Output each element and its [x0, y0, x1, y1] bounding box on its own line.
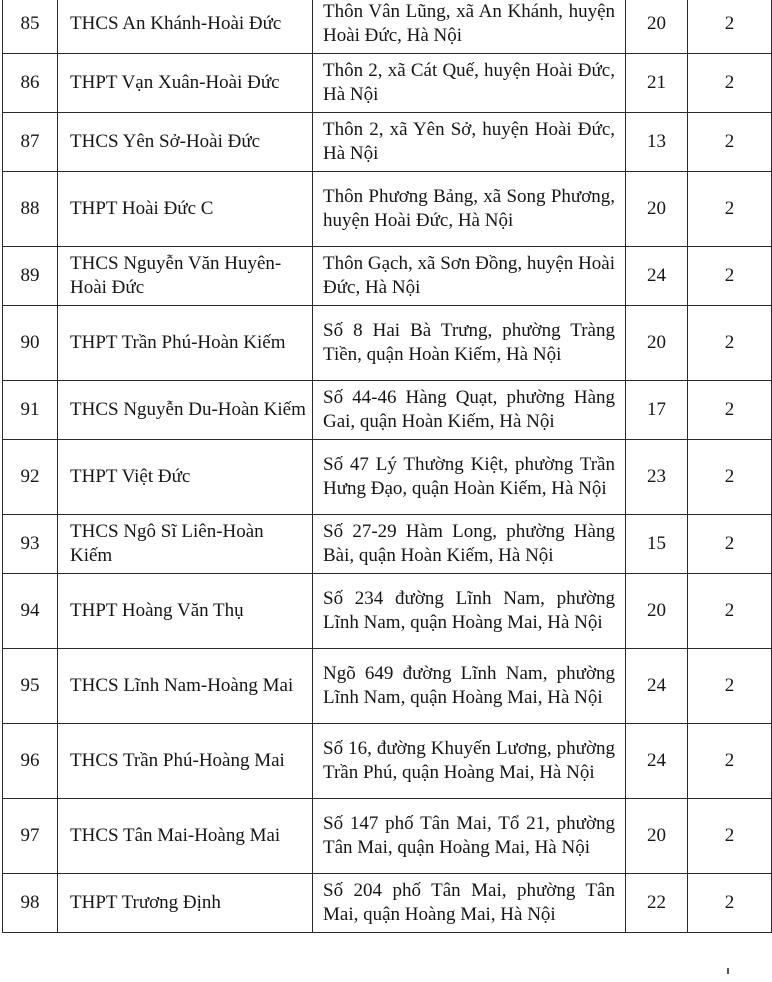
row-number-cell: 96 — [3, 724, 58, 799]
address-cell: Số 8 Hai Bà Trưng, phường Tràng Tiền, quận Hoàn Kiếm, Hà Nội — [313, 306, 626, 381]
school-name-cell: THPT Trần Phú-Hoàn Kiếm — [58, 306, 313, 381]
group-cell: 2 — [688, 724, 772, 799]
table-row — [3, 113, 772, 172]
school-name-cell: THCS Ngô Sĩ Liên-Hoàn Kiếm — [58, 515, 313, 574]
count-cell: 20 — [626, 0, 688, 54]
row-number-cell: 94 — [3, 574, 58, 649]
address-cell: Số 47 Lý Thường Kiệt, phường Trần Hưng Đạo, quận Hoàn Kiếm, Hà Nội — [313, 440, 626, 515]
school-table — [2, 0, 772, 933]
count-cell: 20 — [626, 574, 688, 649]
school-name-cell: THCS Nguyễn Du-Hoàn Kiếm — [58, 381, 313, 440]
count-cell: 24 — [626, 247, 688, 306]
address-cell: Số 27-29 Hàm Long, phường Hàng Bài, quận Hoàn Kiếm, Hà Nội — [313, 515, 626, 574]
table-row — [3, 381, 772, 440]
group-cell: 2 — [688, 649, 772, 724]
count-cell: 24 — [626, 649, 688, 724]
group-cell: 2 — [688, 247, 772, 306]
group-cell: 2 — [688, 874, 772, 933]
row-number-cell: 90 — [3, 306, 58, 381]
row-number-cell: 85 — [3, 0, 58, 54]
school-name-cell: THCS Nguyễn Văn Huyên-Hoài Đức — [58, 247, 313, 306]
school-name-cell: THCS Lĩnh Nam-Hoàng Mai — [58, 649, 313, 724]
table-row — [3, 724, 772, 799]
table-row — [3, 799, 772, 874]
table-row — [3, 649, 772, 724]
table-row — [3, 306, 772, 381]
address-cell: Ngõ 649 đường Lĩnh Nam, phường Lĩnh Nam, quận Hoàng Mai, Hà Nội — [313, 649, 626, 724]
address-cell: Thôn Vân Lũng, xã An Khánh, huyện Hoài Đức, Hà Nội — [313, 0, 626, 54]
count-cell: 23 — [626, 440, 688, 515]
school-name-cell: THPT Trương Định — [58, 874, 313, 933]
count-cell: 22 — [626, 874, 688, 933]
address-cell: Số 147 phố Tân Mai, Tổ 21, phường Tân Mai, quận Hoàng Mai, Hà Nội — [313, 799, 626, 874]
count-cell: 24 — [626, 724, 688, 799]
count-cell: 13 — [626, 113, 688, 172]
school-name-cell: THCS Yên Sở-Hoài Đức — [58, 113, 313, 172]
address-cell: Số 204 phố Tân Mai, phường Tân Mai, quận Hoàng Mai, Hà Nội — [313, 874, 626, 933]
table-row — [3, 0, 772, 54]
group-cell: 2 — [688, 799, 772, 874]
address-cell: Số 16, đường Khuyến Lương, phường Trần Phú, quận Hoàng Mai, Hà Nội — [313, 724, 626, 799]
school-name-cell: THPT Vạn Xuân-Hoài Đức — [58, 54, 313, 113]
school-name-cell: THPT Hoài Đức C — [58, 172, 313, 247]
group-cell: 2 — [688, 0, 772, 54]
group-cell: 2 — [688, 306, 772, 381]
address-cell: Thôn 2, xã Cát Quế, huyện Hoài Đức, Hà Nội — [313, 54, 626, 113]
count-cell: 20 — [626, 799, 688, 874]
count-cell: 15 — [626, 515, 688, 574]
count-cell: 21 — [626, 54, 688, 113]
count-cell: 17 — [626, 381, 688, 440]
group-cell: 2 — [688, 515, 772, 574]
group-cell: 2 — [688, 54, 772, 113]
address-cell: Thôn Gạch, xã Sơn Đồng, huyện Hoài Đức, Hà Nội — [313, 247, 626, 306]
group-cell: 2 — [688, 574, 772, 649]
row-number-cell: 93 — [3, 515, 58, 574]
row-number-cell: 98 — [3, 874, 58, 933]
address-cell: Số 44-46 Hàng Quạt, phường Hàng Gai, quận Hoàn Kiếm, Hà Nội — [313, 381, 626, 440]
table-row — [3, 515, 772, 574]
table-row — [3, 54, 772, 113]
school-name-cell: THPT Hoàng Văn Thụ — [58, 574, 313, 649]
row-number-cell: 86 — [3, 54, 58, 113]
school-name-cell: THCS An Khánh-Hoài Đức — [58, 0, 313, 54]
row-number-cell: 88 — [3, 172, 58, 247]
table-row — [3, 440, 772, 515]
address-cell: Số 234 đường Lĩnh Nam, phường Lĩnh Nam, quận Hoàng Mai, Hà Nội — [313, 574, 626, 649]
scan-edge-mark — [727, 968, 729, 974]
table-row — [3, 172, 772, 247]
address-cell: Thôn Phương Bảng, xã Song Phương, huyện Hoài Đức, Hà Nội — [313, 172, 626, 247]
table-row — [3, 247, 772, 306]
group-cell: 2 — [688, 113, 772, 172]
count-cell: 20 — [626, 306, 688, 381]
row-number-cell: 92 — [3, 440, 58, 515]
school-name-cell: THPT Việt Đức — [58, 440, 313, 515]
count-cell: 20 — [626, 172, 688, 247]
table-row — [3, 874, 772, 933]
address-cell: Thôn 2, xã Yên Sở, huyện Hoài Đức, Hà Nội — [313, 113, 626, 172]
row-number-cell: 97 — [3, 799, 58, 874]
group-cell: 2 — [688, 440, 772, 515]
row-number-cell: 87 — [3, 113, 58, 172]
row-number-cell: 95 — [3, 649, 58, 724]
group-cell: 2 — [688, 381, 772, 440]
table-row — [3, 574, 772, 649]
row-number-cell: 89 — [3, 247, 58, 306]
school-name-cell: THCS Tân Mai-Hoàng Mai — [58, 799, 313, 874]
row-number-cell: 91 — [3, 381, 58, 440]
table-body — [3, 0, 772, 933]
group-cell: 2 — [688, 172, 772, 247]
school-name-cell: THCS Trần Phú-Hoàng Mai — [58, 724, 313, 799]
